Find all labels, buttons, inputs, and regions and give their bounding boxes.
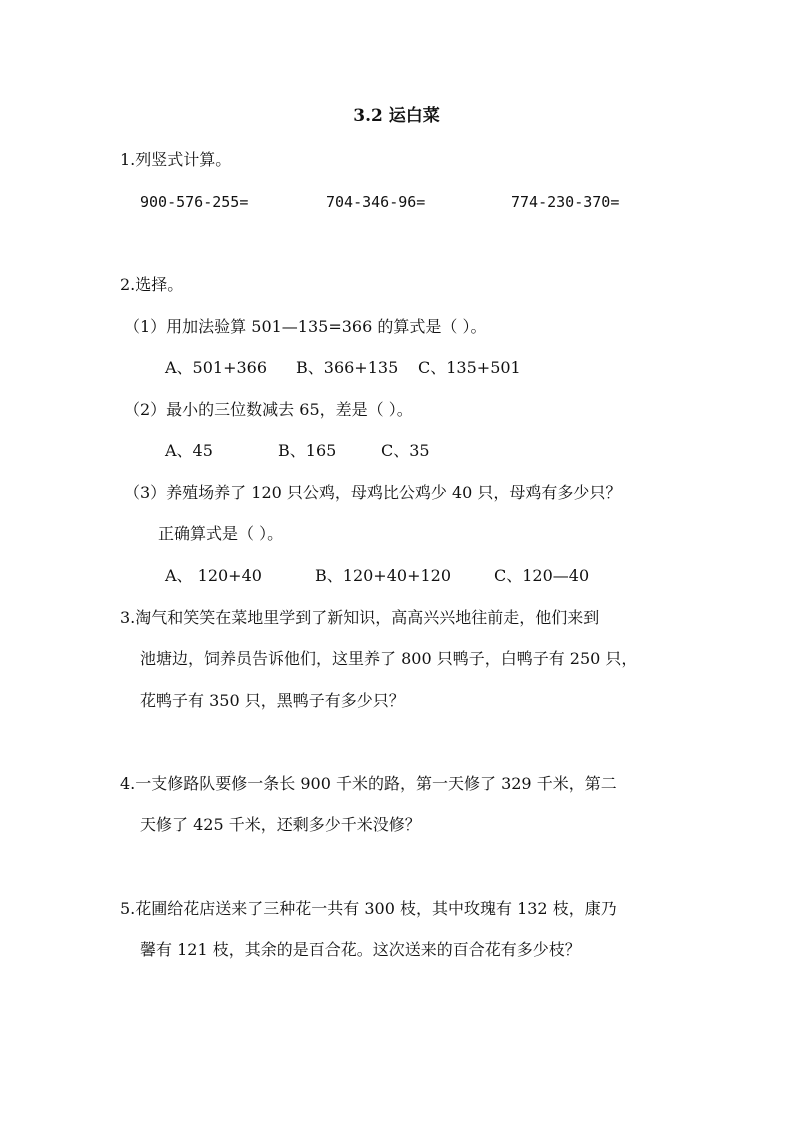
question-2-3-option-b: B、120+40+120	[315, 566, 452, 585]
expression-2: 704-346-96=	[326, 193, 426, 211]
question-1-heading: 1.列竖式计算。	[120, 150, 232, 169]
question-5-line-2: 馨有 121 枝，其余的是百合花。这次送来的百合花有多少枝？	[140, 940, 581, 959]
question-2-3-option-a: A、 120+40	[165, 566, 262, 585]
page-title: 3.2 运白菜	[353, 106, 440, 126]
question-2-3-stem: （3）养殖场养了 120 只公鸡，母鸡比公鸡少 40 只，母鸡有多少只？	[124, 483, 622, 502]
question-2-1-option-b: B、366+135	[296, 358, 399, 377]
expression-1: 900-576-255=	[140, 193, 249, 211]
question-2-heading: 2.选择。	[120, 275, 184, 294]
question-2-1-stem: （1）用加法验算 501—135=366 的算式是（ ）。	[124, 317, 487, 336]
question-3-line-2: 池塘边，饲养员告诉他们，这里养了 800 只鸭子，白鸭子有 250 只，	[140, 649, 638, 668]
question-2-2-option-b: B、165	[278, 441, 337, 460]
question-3-line-1: 3.淘气和笑笑在菜地里学到了新知识，高高兴兴地往前走，他们来到	[120, 608, 600, 627]
question-4-line-2: 天修了 425 千米，还剩多少千米没修？	[140, 815, 421, 834]
question-4-line-1: 4.一支修路队要修一条长 900 千米的路，第一天修了 329 千米，第二	[120, 774, 617, 793]
question-2-2-option-c: C、35	[381, 441, 430, 460]
question-2-1-option-c: C、135+501	[418, 358, 521, 377]
question-2-2-option-a: A、45	[165, 441, 213, 460]
question-2-2-stem: （2）最小的三位数减去 65，差是（ ）。	[124, 400, 413, 419]
question-5-line-1: 5.花圃给花店送来了三种花一共有 300 枝，其中玫瑰有 132 枝，康乃	[120, 899, 617, 918]
question-2-3-option-c: C、120—40	[494, 566, 590, 585]
expression-3: 774-230-370=	[511, 193, 620, 211]
question-2-1-option-a: A、501+366	[165, 358, 268, 377]
question-3-line-3: 花鸭子有 350 只，黑鸭子有多少只？	[140, 691, 405, 710]
question-2-3-stem-continued: 正确算式是（ ）。	[158, 524, 284, 543]
